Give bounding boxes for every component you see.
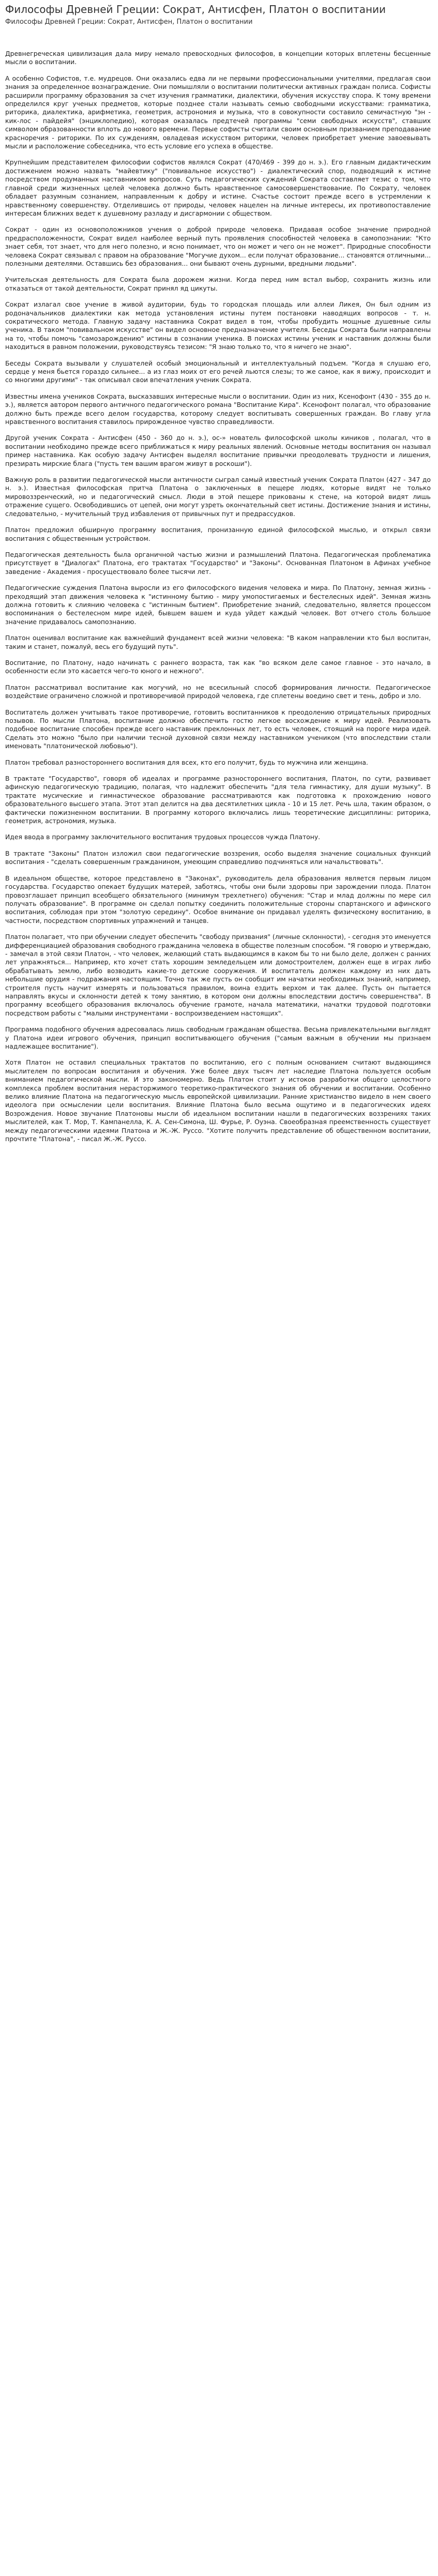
paragraph-freedom-of-calling: Платон полагает, что при обучении следует обеспечить "свободу призвания" (личные склонности), - сегодня это именуется дифференциацией образования свободного гражданина человека в обществе полезным способом. "Я говорю и утверждаю, - замечал в этой связи Платон, - что человек, желающий стать выдающимся в каком бы то ни было деле, должен с ранних лет упражняться... Например, кто хочет стать хорошим земледельцем или домостроителем, должен еще в играх либо обрабатывать землю, либо возводить какие-то детские сооружения. И воспитатель должен каждому из них дать небольшие орудия - подражания настоящим. Точно так же пусть он сообщит им начатки необходимых знаний, например, строителя пусть научит измерять и пользоваться правилом, воина ездить верхом и так далее. Пусть он пытается направлять вкусы и склонности детей к тому занятию, в котором они должны впоследствии достичь совершенства". В программу всеобщего образования включалось обучение грамоте, начала математики, начатки трудовой подготовки посредством работы с "малыми инструментами - воспроизведением настоящих". — [5, 933, 431, 1017]
paragraph-intro: Древнегреческая цивилизация дала миру немало превосходных философов, в концепции которых вплетены бесценные мысли о воспитании. — [5, 50, 431, 66]
paragraph-plato-all: Платон требовал разностороннего воспитания для всех, кто его получит, будь то мужчина или женщина. — [5, 758, 368, 766]
paragraph-plato-academy: Педагогическая деятельность была органичной частью жизни и размышлений Платона. Педагогическая проблематика присутствует в "Диалогах" Платона, его трактатах "Государство" и "Законы". Основанная Платоном в Афинах учебное заведение - Академия - просуществовало более тысячи лет. — [5, 550, 431, 575]
paragraph-antisthenes: Другой ученик Сократа - Антисфен (450 - 360 до н. э.), ос-» нователь философской школы киников , полагал, что в воспитании необходимо прежде всего приближаться к миру реальных явлений. Основные методы воспитания он называл пример наставника. Как особую задачу Антисфен выделял воспитание привычки преодолевать трудности и лишения, презирать мирские блага ("пусть тем вашим врагом живут в роскоши"). — [5, 434, 431, 467]
paragraph-plato-nature: Платон рассматривал воспитание как могучий, но не всесильный способ формирования личности. Педагогическое воздействие ограничено сложной и противоречивой природой человека, где сплетены воедино свет и тень, добро и зло. — [5, 683, 431, 700]
paragraph-plato-educator: Воспитатель должен учитывать такое противоречие, готовить воспитанников к преодолению отрицательных природных позывов. По мысли Платона, воспитание должно обеспечить гостю легкое восхождение к миру идей. Реализовать подобное воспитание способен прежде всего наставник преклонных лет, то есть человек, стоящий на пороге мира идей. Сделать это можно "было при наличии тесной духовной связи между наставником учеником (что впоследствии стали именовать "платонической любовью"). — [5, 708, 431, 750]
paragraph-socrates-nature: Сократ - один из основоположников учения о доброй природе человека. Придавая особое значение природной предрасположенности, Сократ видел наиболее верный путь проявления способностей человека в самопознании: "Кто знает себя, тот знает, что для него полезно, и ясно понимает, что он может и чего он не может". Природные способности человека Сократ связывал с правом на образование "Могучие духом... если получат образование... становятся отличными... полезными деятелями. Оставшись без образования... они бывают очень дурными, вредными людьми". — [5, 225, 431, 267]
paragraph-ideal-society: В идеальном обществе, которое представлено в "Законах", руководитель дела образования является первым лицом государства. Государство опекает будущих матерей, заботясь, чтобы они были здоровы при зарождении плода. Платон провозглашает принцип всеобщего обязательного (минимум трехлетнего) обучения: "Стар и млад должны по мере сил получать образование". В программе он сделал попытку соединить положительные стороны спартанского и афинского воспитания, соблюдая при этом "золотую середину". Особое внимание он придавал уделять физическому воспитанию, в частности, посредством спортивных упражнений и танцев. — [5, 874, 431, 925]
paragraph-plato-ideas: Педагогические суждения Платона выросли из его философского видения человека и мира. По Платону, земная жизнь - преходящий этап движения человека к "истинному бытию - миру умопостигаемых и бестелесных идей". Земная жизнь должна готовить к слиянию человека с "истинным бытием". Приобретение знаний, следовательно, является процессом воспоминания о бестелесном мире идей, бывшем вашем и куда уйдет каждый человек. Вот отчего столь большое значение придавалось самопознанию. — [5, 584, 431, 626]
paragraph-republic: В трактате "Государство", говоря об идеалах и программе разностороннего воспитания, Платон, по сути, развивает афинскую педагогическую традицию, полагая, что надлежит обеспечить "для тела гимнастику, для души музыку". В трактате мусические и гимнастическое образование рассматриваются как подготовка к прохождению нового образовательного высшего этапа. Этот этап делится на два десятилетних цикла - 10 и 15 лет. Речь шла, таким образом, о фактически пожизненном воспитании. В программу которого включались лишь теоретические дисциплины: риторика, геометрия, астрономия, музыка. — [5, 775, 431, 825]
paragraph-xenophon: Известны имена учеников Сократа, высказавших интересные мысли о воспитании. Один из них, Ксенофонт (430 - 355 до н. э.), является автором первого античного педагогического романа "Воспитание Кира". Ксенофонт полагал, что образование должно быть прежде всего делом государства, которому следует воспитывать совершенных граждан. Во главу угла нравственного воспитания ставилось прирожденное чувство справедливости. — [5, 392, 431, 426]
paragraph-sophists: А особенно Софистов, т.е. мудрецов. Они оказались едва ли не первыми профессиональными учителями, предлагая свои знания за определенное вознаграждение. Они помышляли о воспитании политически активных граждан полиса. Софисты расширили программу образования за счет изучения грамматики, диалектики, обучения искусству спора. К тому времени определился круг ученых предметов, которые позднее стали называть семью свободными искусствами: грамматика, риторика, диалектика, арифметика, геометрия, астрономия и музыка, что в совокупности составило семичастную "эн - кик-лос - пайдейя" (энциклопедию), которая оказалась предтечей программы "семи свободных искусств", ставших символом образованности вплоть до нового времени. Первые софисты считали своим основным призванием преподавание красноречия - риторики. По их суждениям, овладевая искусством риторики, человек приобретает умение завоевывать мысли и расположение собеседника, что есть условие его успеха в обществе. — [5, 74, 431, 150]
page-title: Философы Древней Греции: Сократ, Антисфен, Платон о воспитании — [5, 3, 386, 16]
paragraph-free-citizens: Программа подобного обучения адресовалась лишь свободным гражданам общества. Весьма привлекательными выглядят у Платона идеи игрового обучения, принцип воспитывающего обучения ("самым важным в обучении мы признаем надлежащее воспитание"). — [5, 1025, 431, 1050]
paragraph-plato-legacy: Хотя Платон не оставил специальных трактатов по воспитанию, его с полным основанием считают выдающимся мыслителем по вопросам воспитания и обучения. Уже более двух тысяч лет наследие Платона пользуется особым вниманием педагогической мысли. И это закономерно. Ведь Платон стоит у истоков разработки общего целостного комплекса проблем воспитания нерасторжимого теоретико-практического знания об обучении и воспитании. Особенно велико влияние Платона на педагогическую мысль европейской цивилизации. Ранние христианство видело в нем своего идеолога при осмыслении цели воспитания. Влияние Платона было весьма ощутимо и в педагогических идеях Возрождения. Новое звучание Платоновы мысли об идеальном воспитании нашли в педагогических воззрениях таких мыслителей, как Т. Мор, Т. Кампанелла, К. А. Сен-Симона, Ш. Фурье, Р. Оуэна. Своеобразная преемственность существует между педагогическими идеями Платона и Ж.-Ж. Руссо. "Хотите получить представление об общественном воспитании, прочтите "Платона", - писал Ж.-Ж. Руссо. — [5, 1058, 431, 1143]
paragraph-plato-foundation: Платон оценивал воспитание как важнейший фундамент всей жизни человека: "В каком направлении кто был воспитан, таким и станет, пожалуй, весь его будущий путь". — [5, 634, 431, 650]
paragraph-labor: Идея ввода в программу заключительного воспитания трудовых процессов чужда Платону. — [5, 833, 321, 841]
paragraph-socrates-conversations: Беседы Сократа вызывали у слушателей особый эмоциональный и интеллектуальный подъем. "Когда я слушаю его, сердце у меня бьется гораздо сильнее... а из глаз моих от его речей льются слезы; то же самое, как я вижу, происходит и со многими другими" - так описывал свои впечатления ученик Сократа. — [5, 359, 431, 384]
paragraph-laws: В трактате "Законы" Платон изложил свои педагогические воззрения, особо выделяя значение социальных функций воспитания - "сделать совершенным гражданином, умеющим справедливо подчиняться или начальствовать". — [5, 849, 431, 866]
article-body — [5, 50, 431, 1143]
paragraph-socrates-maieutics: Крупнейшим представителем философии софистов являлся Сократ (470/469 - 399 до н. э.). Его главным дидактическим достижением можно назвать "майевтику" ("повивальное искусство") - диалектический спор, подводящий к истине посредством продуманных наставником вопросов. Суть педагогических суждений Сократа составляет тезис о том, что главной среди жизненных целей человека должно быть нравственное самосовершенствование. По Сократу, человек обладает разумным сознанием, направленным к добру и истине. Счастье состоит прежде всего в устремлении к нравственному совершенству. Отделившись от природы, человек нацелен на личные интересы, их противопоставление интересам ближних ведет к душевному разладу и дисгармонии с обществом. — [5, 158, 431, 217]
page-subtitle: Философы Древней Греции: Сократ, Антисфен, Платон о воспитании — [5, 18, 253, 26]
paragraph-socratic-method: Сократ излагал свое учение в живой аудитории, будь то городская площадь или аллеи Ликея, Он был одним из родоначальников диалектики как метода установления истины путем постановки наводящих вопросов - т. н. сократического метода. Главную задачу наставника Сократ видел в том, чтобы пробудить мощные душевные силы ученика. В таком "повивальном искусстве" он видел основное предназначение учителя. Беседы Сократа были направлены на то, чтобы помочь "самозарождению" истины в сознании ученика. В поисках истины ученик и наставник должны были находиться в равном положении, руководствуясь тезисом: "Я знаю только то, что я ничего не знаю". — [5, 300, 431, 351]
paragraph-plato-program: Платон предложил обширную программу воспитания, пронизанную единой философской мыслью, и открыл связи воспитания с общественным устройством. — [5, 526, 431, 542]
paragraph-socrates-hemlock: Учительская деятельность для Сократа была дорожем жизни. Когда перед ним встал выбор, сохранить жизнь или отказаться от такой деятельности, Сократ принял яд цикуты. — [5, 276, 431, 292]
paragraph-plato-early-age: Воспитание, по Платону, надо начинать с раннего возраста, так как "во всяком деле самое главное - это начало, в особенности если это касается чего-то юного и нежного". — [5, 658, 431, 675]
paragraph-plato-cave: Важную роль в развитии педагогической мысли античности сыграл самый известный ученик Сократа Платон (427 - 347 до н. э.). Известная философская притча Платона о заключенных в пещере людях, которые видят не только мировоззренческий, но и педагогический смысл. Люди в этой пещере прикованы к стене, на которой видят лишь отражение сущего. Освободившись от цепей, они могут узреть окончательный свет истины. Достижение знания и истины, следовательно, - мучительный труд избавления от привычных пут и предрассудков. — [5, 476, 431, 518]
article-page — [0, 0, 438, 1163]
